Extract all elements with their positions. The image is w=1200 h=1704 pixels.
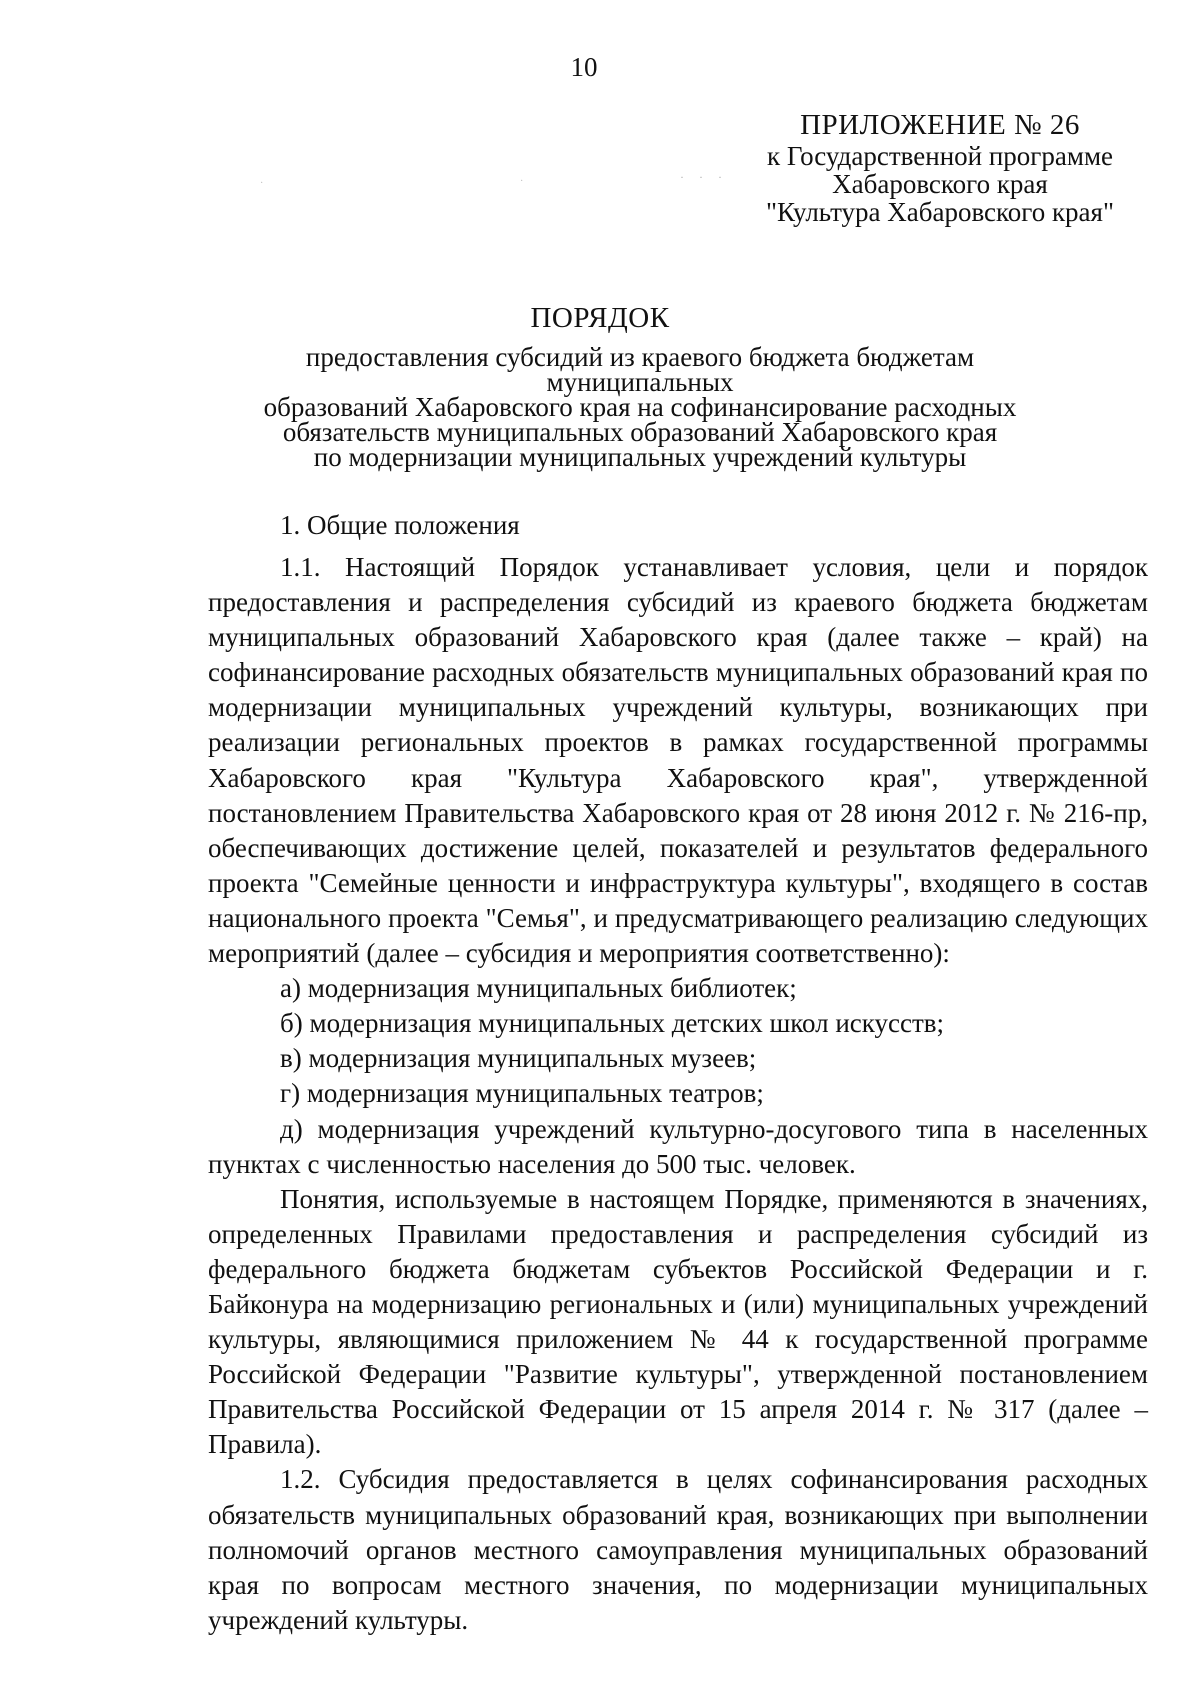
scan-artifact: ·: [520, 176, 524, 187]
appendix-title: ПРИЛОЖЕНИЕ № 26: [800, 109, 1080, 141]
section-heading: 1. Общие положения: [280, 510, 520, 540]
list-item: а) модернизация муниципальных библиотек;: [280, 973, 797, 1004]
body-text: [208, 550, 1148, 1638]
appendix-line-1: к Государственной программе: [766, 141, 1114, 171]
list-item: г) модернизация муниципальных театров;: [280, 1078, 764, 1109]
paragraph-1-2: 1.2. Субсидия предоставляется в целях софинансирования расходных обязательств муниципальных образований края, возникающих при выполнении полномочий органов местного самоуправления муниципальных образований края по вопросам местного значения, по модернизации муниципальных учреждений культуры.: [208, 1464, 1148, 1635]
subtitle-line-2: образований Хабаровского края на софинансирование расходных: [263, 392, 1017, 422]
appendix-block: [740, 108, 1140, 226]
scan-artifact: · · ·: [680, 170, 728, 184]
page-number: 10: [570, 52, 598, 82]
appendix-line-2: Хабаровского края: [832, 169, 1048, 199]
list-item: д) модернизация учреждений культурно-досугового типа в населенных пунктах с численностью населения до 500 тыс. человек.: [208, 1113, 1148, 1179]
list-item: б) модернизация муниципальных детских школ искусств;: [280, 1008, 945, 1039]
subtitle-line-1: предоставления субсидий из краевого бюджета бюджетам муниципальных: [305, 342, 975, 397]
paragraph-concepts: Понятия, используемые в настоящем Порядке, применяются в значениях, определенных Правилами предоставления и распределения субсидий из федерального бюджета бюджетам субъектов Российской Федерации и г. Байконура на модернизацию региональных и (или) муниципальных учреждений культуры, являющимися приложением № 44 к государственной программе Российской Федерации "Развитие культуры", утвержденной постановлением Правительства Российской Федерации от 15 апреля 2014 г. № 317 (далее – Правила).: [208, 1183, 1148, 1460]
subtitle-line-3: обязательств муниципальных образований Хабаровского края: [282, 417, 998, 447]
appendix-line-3: "Культура Хабаровского края": [766, 197, 1114, 227]
document-heading: ПОРЯДОК: [530, 302, 670, 334]
subtitle-line-4: по модернизации муниципальных учреждений культуры: [313, 442, 967, 472]
document-subtitle: [210, 342, 1070, 472]
list-item: в) модернизация муниципальных музеев;: [280, 1043, 757, 1074]
paragraph-1-1: 1.1. Настоящий Порядок устанавливает условия, цели и порядок предоставления и распределения субсидий из краевого бюджета бюджетам муниципальных образований Хабаровского края (далее также – край) на софинансирование расходных обязательств муниципальных образований края по модернизации муниципальных учреждений культуры, возникающих при реализации региональных проектов в рамках государственной программы Хабаровского края "Культура Хабаровского края", утвержденной постановлением Правительства Хабаровского края от 28 июня 2012 г. № 216-пр, обеспечивающих достижение целей, показателей и результатов федерального проекта "Семейные ценности и инфраструктура культуры", входящего в состав национального проекта "Семья", и предусматривающего реализацию следующих мероприятий (далее – субсидия и мероприятия соответственно):: [208, 552, 1148, 969]
scan-artifact: ·: [260, 178, 264, 189]
